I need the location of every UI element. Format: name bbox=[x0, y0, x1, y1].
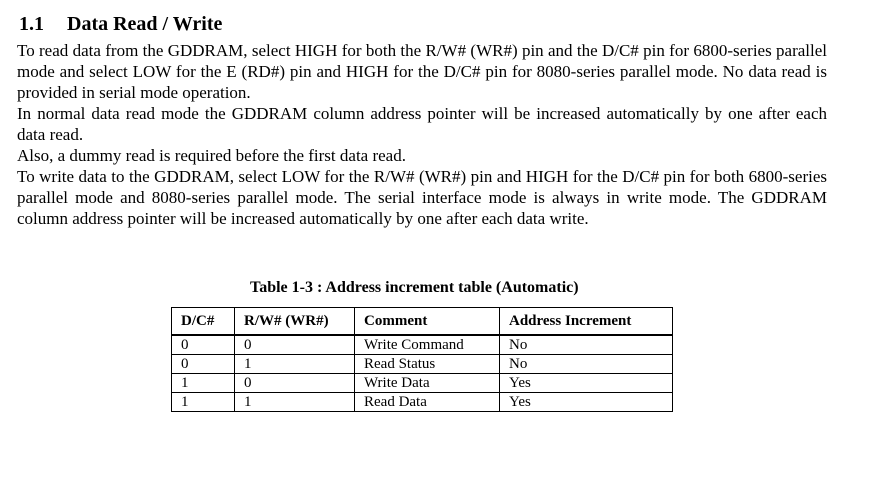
paragraph-read-data: To read data from the GDDRAM, select HIGH for both the R/W# (WR#) pin and the D/C# pin for 6800-series parallel mode and select LOW for the E (RD#) pin and HIGH for the D/C# pin for 8080-series parallel mode. No data read is provided in serial mode operation. bbox=[17, 41, 827, 102]
table-header-row bbox=[172, 308, 673, 336]
table-row bbox=[172, 374, 673, 393]
section-body bbox=[17, 40, 827, 229]
cell-address-increment: No bbox=[500, 335, 673, 355]
cell-rw: 1 bbox=[235, 393, 355, 412]
cell-rw: 1 bbox=[235, 355, 355, 374]
table-row bbox=[172, 393, 673, 412]
cell-comment: Write Data bbox=[355, 374, 500, 393]
cell-comment: Read Status bbox=[355, 355, 500, 374]
header-address-increment: Address Increment bbox=[500, 308, 673, 336]
header-comment: Comment bbox=[355, 308, 500, 336]
cell-rw: 0 bbox=[235, 374, 355, 393]
table-row bbox=[172, 335, 673, 355]
cell-dc: 1 bbox=[172, 374, 235, 393]
cell-dc: 0 bbox=[172, 355, 235, 374]
paragraph-read-mode: In normal data read mode the GDDRAM column address pointer will be increased automatically by one after each data read. bbox=[17, 104, 827, 144]
table-row bbox=[172, 355, 673, 374]
cell-rw: 0 bbox=[235, 335, 355, 355]
cell-comment: Read Data bbox=[355, 393, 500, 412]
cell-address-increment: Yes bbox=[500, 374, 673, 393]
header-dc: D/C# bbox=[172, 308, 235, 336]
table-caption: Table 1-3 : Address increment table (Automatic) bbox=[250, 279, 579, 296]
cell-address-increment: No bbox=[500, 355, 673, 374]
cell-address-increment: Yes bbox=[500, 393, 673, 412]
cell-dc: 1 bbox=[172, 393, 235, 412]
section-title: Data Read / Write bbox=[67, 13, 223, 35]
cell-dc: 0 bbox=[172, 335, 235, 355]
header-rw: R/W# (WR#) bbox=[235, 308, 355, 336]
section-number: 1.1 bbox=[19, 13, 44, 35]
cell-comment: Write Command bbox=[355, 335, 500, 355]
paragraph-dummy-read: Also, a dummy read is required before the first data read. bbox=[17, 146, 406, 165]
address-increment-table bbox=[171, 307, 673, 412]
paragraph-write-data: To write data to the GDDRAM, select LOW for the R/W# (WR#) pin and HIGH for the D/C# pin for both 6800-series parallel mode and 8080-series parallel mode. The serial interface mode is always in write mode. The GDDRAM column address pointer will be increased automatically by one after each data write. bbox=[17, 167, 827, 228]
section-heading bbox=[19, 12, 222, 36]
